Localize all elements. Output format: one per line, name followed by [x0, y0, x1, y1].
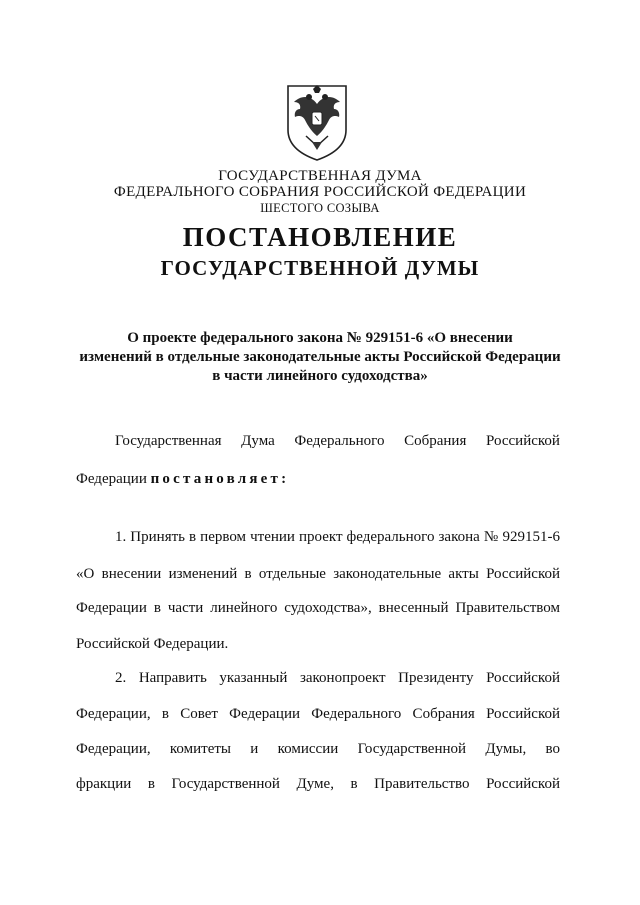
preamble-word-4: Собрания [404, 433, 467, 449]
document-subtitle: ГОСУДАРСТВЕННОЙ ДУМЫ [160, 256, 480, 280]
preamble-line-2 [76, 471, 560, 488]
preamble-line-2-start: Федерации [76, 471, 151, 487]
item-2-line-1: 2. Направить указанный законопроект Президенту Российской [115, 670, 560, 686]
resolution-subject [60, 329, 580, 386]
subject-line-3: в части линейного судоходства» [212, 368, 428, 384]
header-line-federal-assembly: ФЕДЕРАЛЬНОГО СОБРАНИЯ РОССИЙСКОЙ ФЕДЕРАЦИИ [113, 184, 527, 200]
preamble-word-5: Российской [486, 433, 560, 449]
header-line-convocation: ШЕСТОГО СОЗЫВА [260, 201, 380, 215]
item-2-line-4: фракции в Государственной Думе, в Правительство Российской [76, 776, 560, 792]
item-1-line-4: Российской Федерации. [76, 636, 229, 652]
double-headed-eagle-emblem-icon [282, 80, 352, 162]
item-2-line-2: Федерации, в Совет Федерации Федерального Собрания Российской [76, 706, 560, 722]
preamble-resolves: постановляет: [150, 471, 290, 487]
item-1-line-2: «О внесении изменений в отдельные законодательные акты Российской [76, 566, 560, 582]
preamble-line-1 [115, 433, 560, 450]
subject-line-2: изменений в отдельные законодательные акты Российской Федерации [79, 349, 561, 365]
item-1-line-1: 1. Принять в первом чтении проект федерального закона № 929151-6 [115, 529, 560, 545]
item-1-line-3: Федерации в части линейного судоходства», внесенный Правительством [76, 600, 560, 616]
document-title: ПОСТАНОВЛЕНИЕ [182, 222, 458, 252]
preamble-word-2: Дума [241, 433, 275, 449]
preamble-word-1: Государственная [115, 433, 222, 449]
header-line-duma: ГОСУДАРСТВЕННАЯ ДУМА [218, 168, 422, 184]
preamble-word-3: Федерального [294, 433, 385, 449]
item-2-line-3: Федерации, комитеты и комиссии Государственной Думы, во [76, 741, 560, 757]
subject-line-1: О проекте федерального закона № 929151-6 «О внесении [127, 330, 513, 346]
